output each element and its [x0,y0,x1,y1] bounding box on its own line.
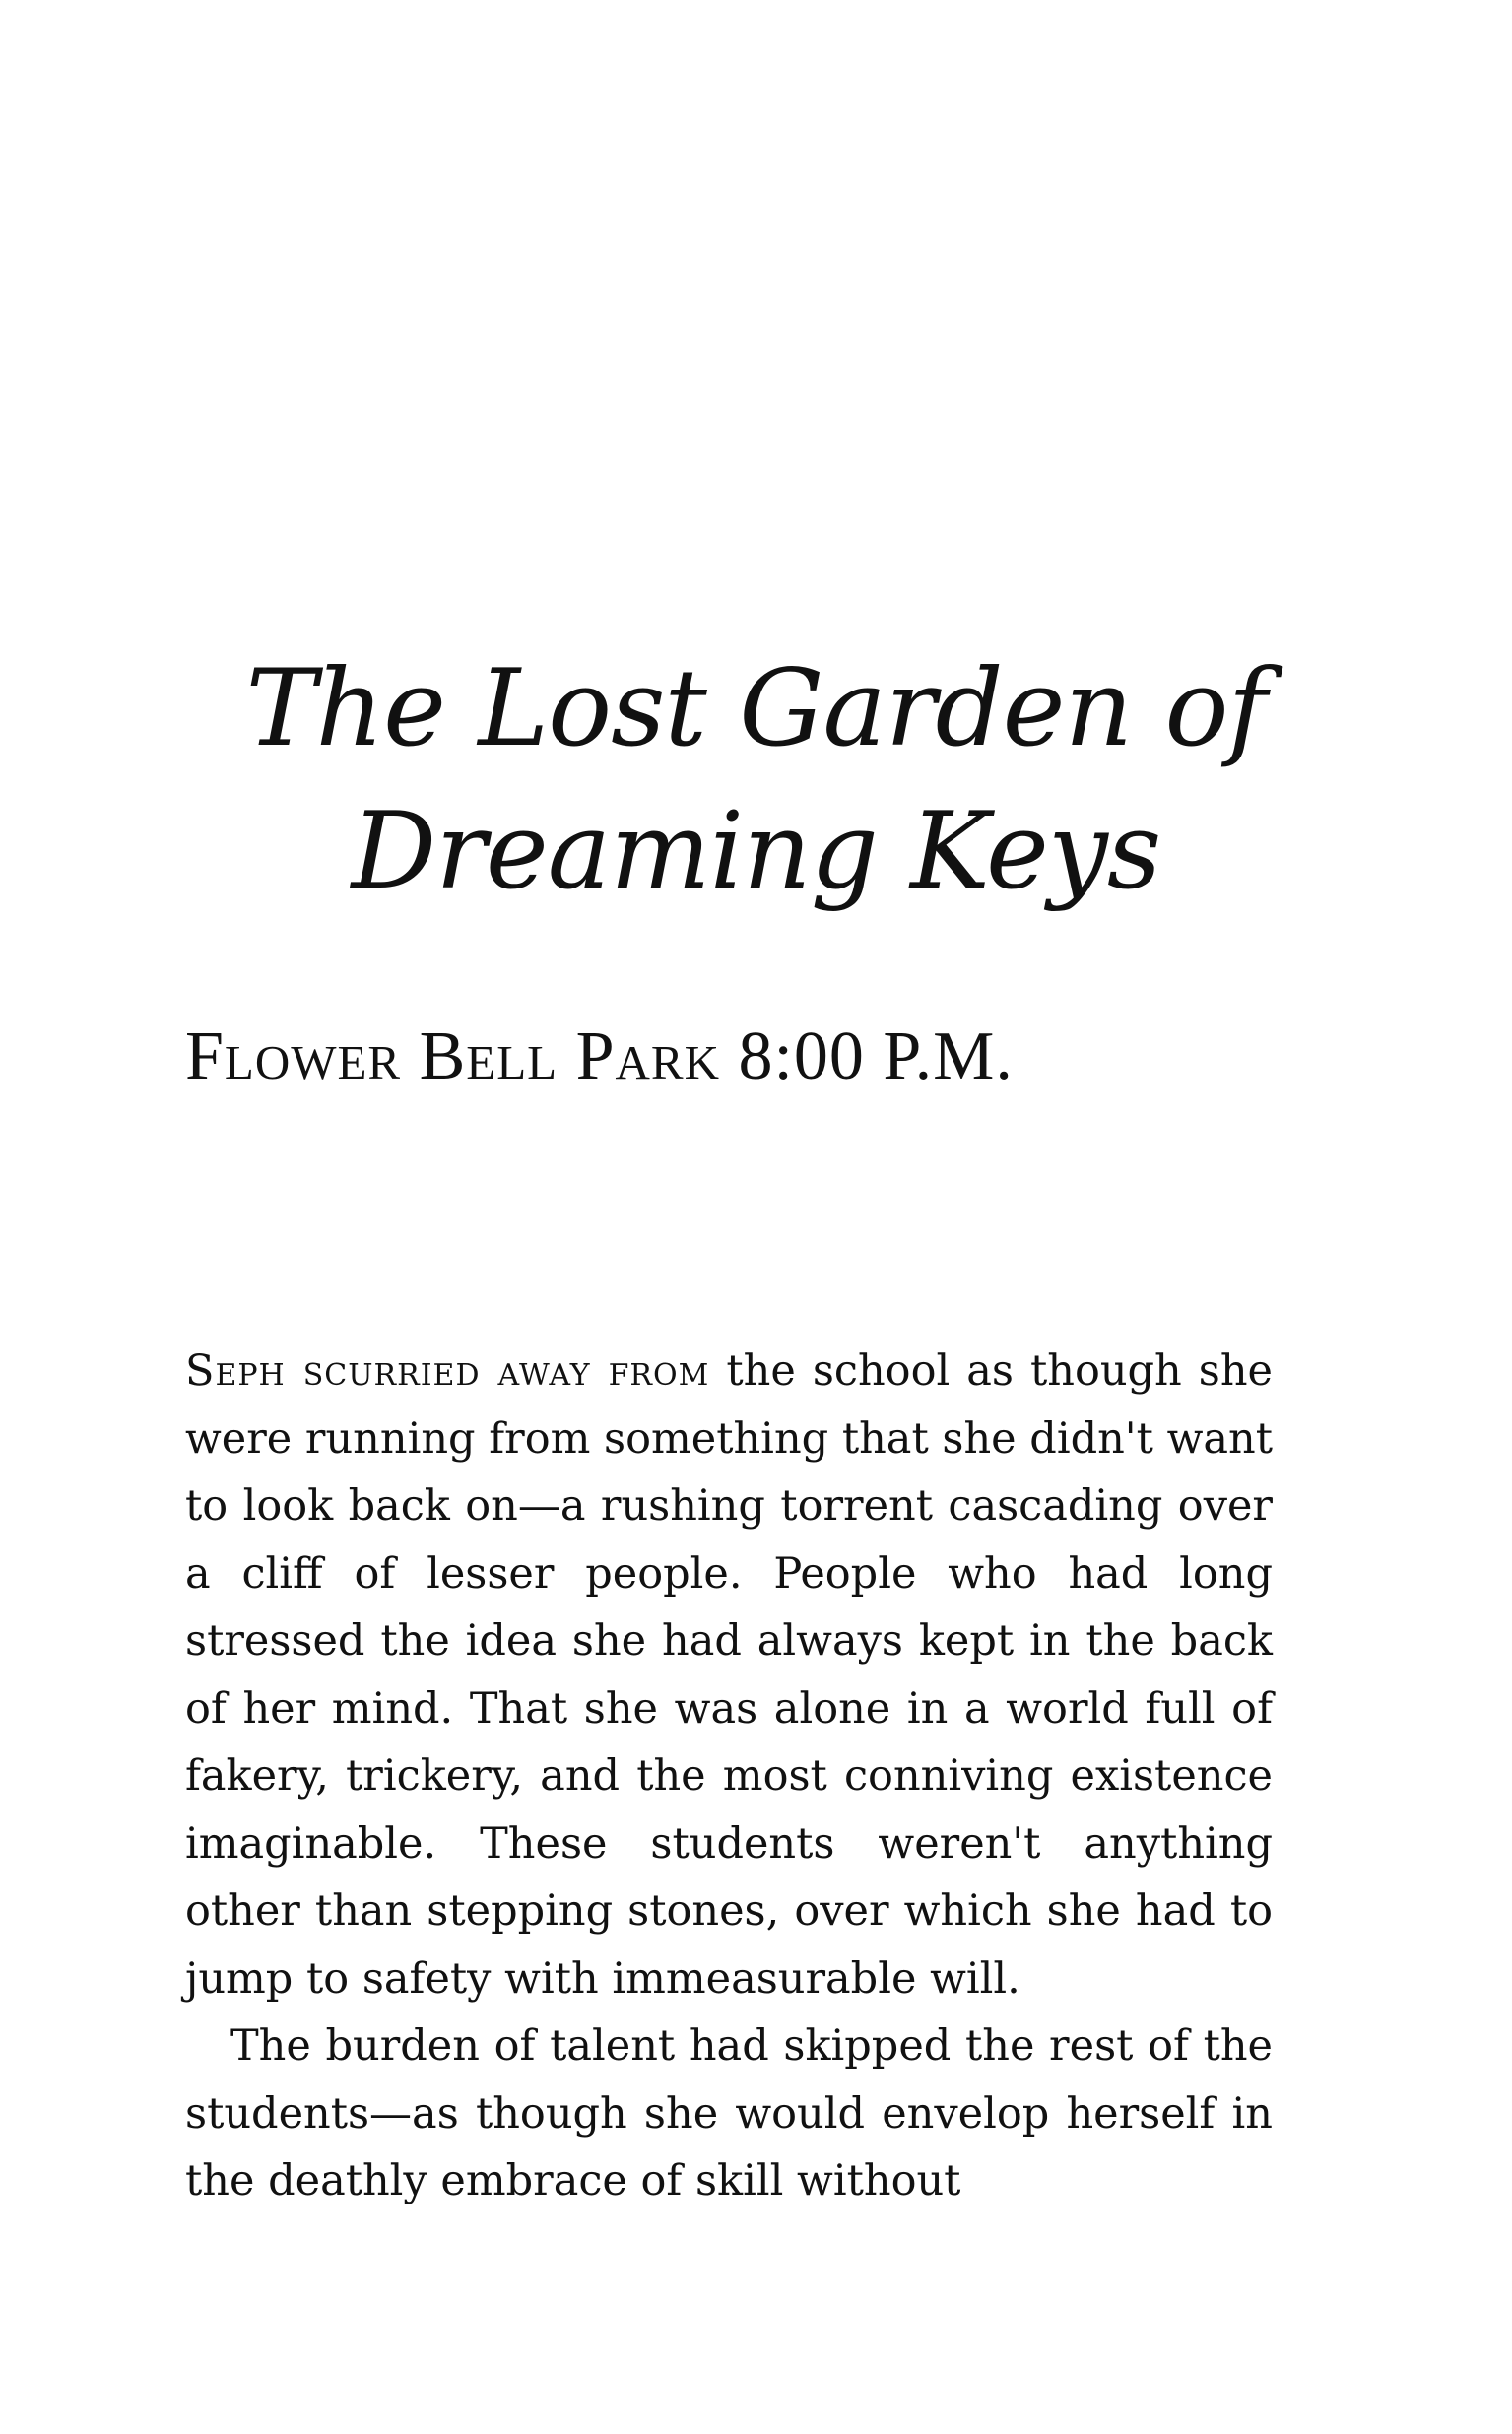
paragraph [185,1338,1273,2012]
chapter-heading: Flower Bell Park 8:00 P.M. [185,1019,1014,1094]
paragraph: The burden of talent had skipped the rest of the students—as though she would envelop herself in the deathly embrace of skill without [185,2021,1273,2205]
paragraph-text: the school as though she were running from something that she didn't want to look back on—a rushing torrent cascading over a cliff of lesser people. People who had long stressed the idea she had always kept in the back of her mind. That she was alone in a world full of fakery, trickery, and the most conniving existence imaginable. These students weren't anything other than stepping stones, over which she had to jump to safety with immeasurable will. [185,1347,1273,2004]
paragraph-lead-in: Seph scurried away from [185,1347,710,1396]
book-title-line-2: Dreaming Keys [351,790,1161,913]
book-title-line-1: The Lost Garden of [245,647,1267,770]
body-text [185,1338,1273,2215]
